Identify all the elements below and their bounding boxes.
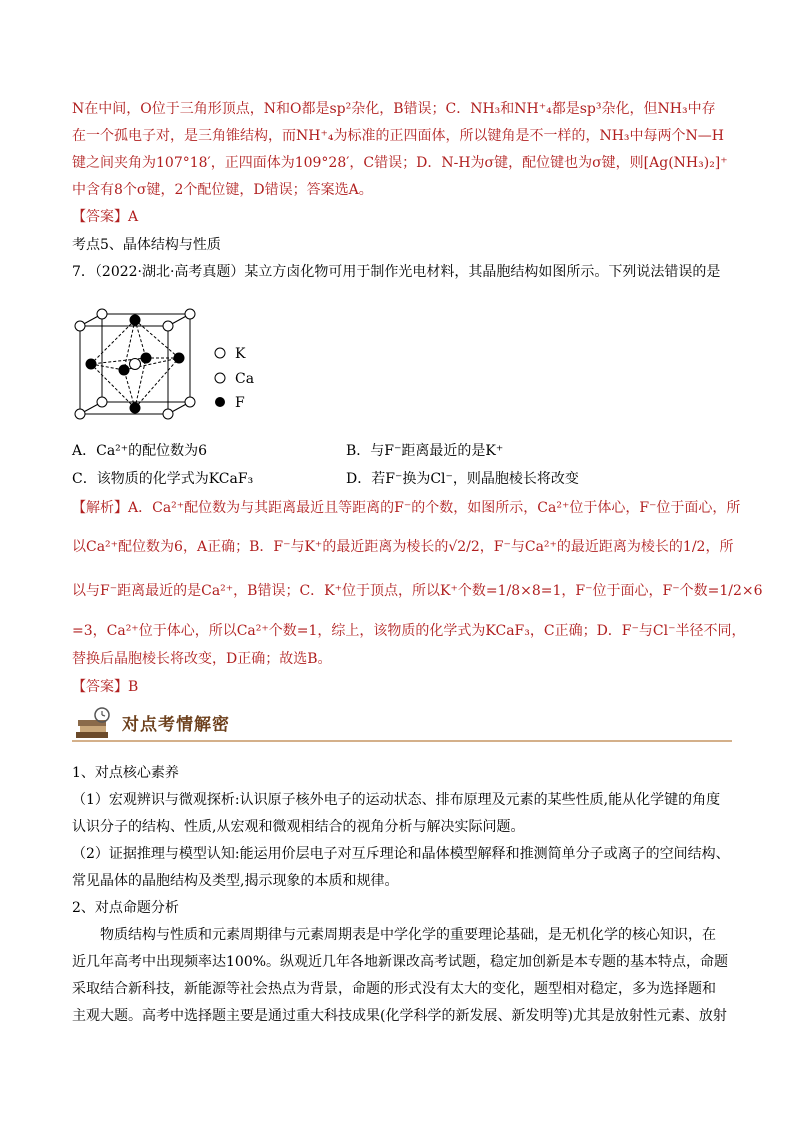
option-b: B．与F⁻距离最近的是K⁺: [346, 443, 504, 459]
core-p1-line1: （1）宏观辨识与微观探析:认识原子核外电子的运动状态、排布原理及元素的某些性质,能从化学键的角度: [72, 792, 721, 808]
explanation-line-1: N在中间，O位于三角形顶点，N和O都是sp²杂化，B错误；C．NH₃和NH⁺₄都是sp³杂化，但NH₃中存: [72, 101, 716, 117]
question-stem: 7．（2022·湖北·高考真题）某立方卤化物可用于制作光电材料，其晶胞结构如图所示。下列说法错误的是: [72, 264, 721, 280]
legend-f-label: F: [235, 395, 245, 411]
section-title: 对点考情解密: [122, 715, 230, 735]
section-divider: [72, 740, 732, 742]
analysis-para-line1: 物质结构与性质和元素周期律与元素周期表是中学化学的重要理论基础，是无机化学的核心知识，在: [100, 927, 716, 943]
core-p1-line2: 认识分子的结构、性质,从宏观和微观相结合的视角分析与解决实际问题。: [72, 819, 525, 835]
answer-label: 【答案】A: [72, 209, 139, 225]
answer-label-2: 【答案】B: [72, 679, 139, 695]
analysis-line-1: 【解析】A．Ca²⁺配位数为与其距离最近且等距离的F⁻的个数，如图所示，Ca²⁺位于体心，F⁻位于面心，所: [72, 500, 741, 516]
option-a: A．Ca²⁺的配位数为6: [72, 443, 208, 459]
analysis-para-line2: 近几年高考中出现频率达100%。纵观近几年各地新课改高考试题，稳定加创新是本专题的基本特点，命题: [72, 954, 729, 970]
analysis-para-line4: 主观大题。高考中选择题主要是通过重大科技成果(化学科学的新发展、新发明等)尤其是放射性元素、放射: [72, 1008, 727, 1024]
topic-heading: 考点5、晶体结构与性质: [72, 237, 221, 253]
analysis-line-5: 替换后晶胞棱长将改变，D正确；故选B。: [72, 651, 332, 667]
crystal-cell-figure: [72, 306, 282, 426]
analysis-line-3: 以与F⁻距离最近的是Ca²⁺，B错误；C．K⁺位于顶点，所以K⁺个数=1/8×8=1，F⁻位于面心，F⁻个数=1/2×6: [72, 583, 763, 599]
core-p2-line1: （2）证据推理与模型认知:能运用价层电子对互斥理论和晶体模型解释和推测简单分子或离子的空间结构、: [72, 846, 730, 862]
books-icon: [72, 706, 116, 740]
analysis-line-4: =3，Ca²⁺位于体心，所以Ca²⁺个数=1，综上，该物质的化学式为KCaF₃，C正确；D．F⁻与Cl⁻半径不同，: [72, 623, 746, 639]
option-c: C．该物质的化学式为KCaF₃: [72, 471, 254, 487]
core-p2-line2: 常见晶体的晶胞结构及类型,揭示现象的本质和规律。: [72, 873, 399, 889]
legend-ca-label: Ca: [235, 371, 255, 387]
section-header: [72, 706, 732, 742]
analysis-title: 2、对点命题分析: [72, 900, 179, 916]
explanation-line-4: 中含有8个σ键，2个配位键，D错误；答案选A。: [72, 182, 373, 198]
analysis-para-line3: 采取结合新科技，新能源等社会热点为背景，命题的形式没有太大的变化，题型相对稳定，多为选择题和: [72, 981, 716, 997]
option-d: D．若F⁻换为Cl⁻，则晶胞棱长将改变: [346, 471, 579, 487]
explanation-line-3: 键之间夹角为107°18′，正四面体为109°28′，C错误；D．N-H为σ键，配位键也为σ键，则[Ag(NH₃)₂]⁺: [72, 155, 728, 171]
explanation-line-2: 在一个孤电子对，是三角锥结构，而NH⁺₄为标准的正四面体，所以键角是不一样的，NH₃中每两个N—H: [72, 128, 724, 144]
legend-k-label: K: [235, 346, 246, 362]
core-title: 1、对点核心素养: [72, 765, 179, 781]
analysis-line-2: 以Ca²⁺配位数为6，A正确；B．F⁻与K⁺的最近距离为棱长的√2/2，F⁻与Ca²⁺的最近距离为棱长的1/2，所: [72, 539, 734, 555]
